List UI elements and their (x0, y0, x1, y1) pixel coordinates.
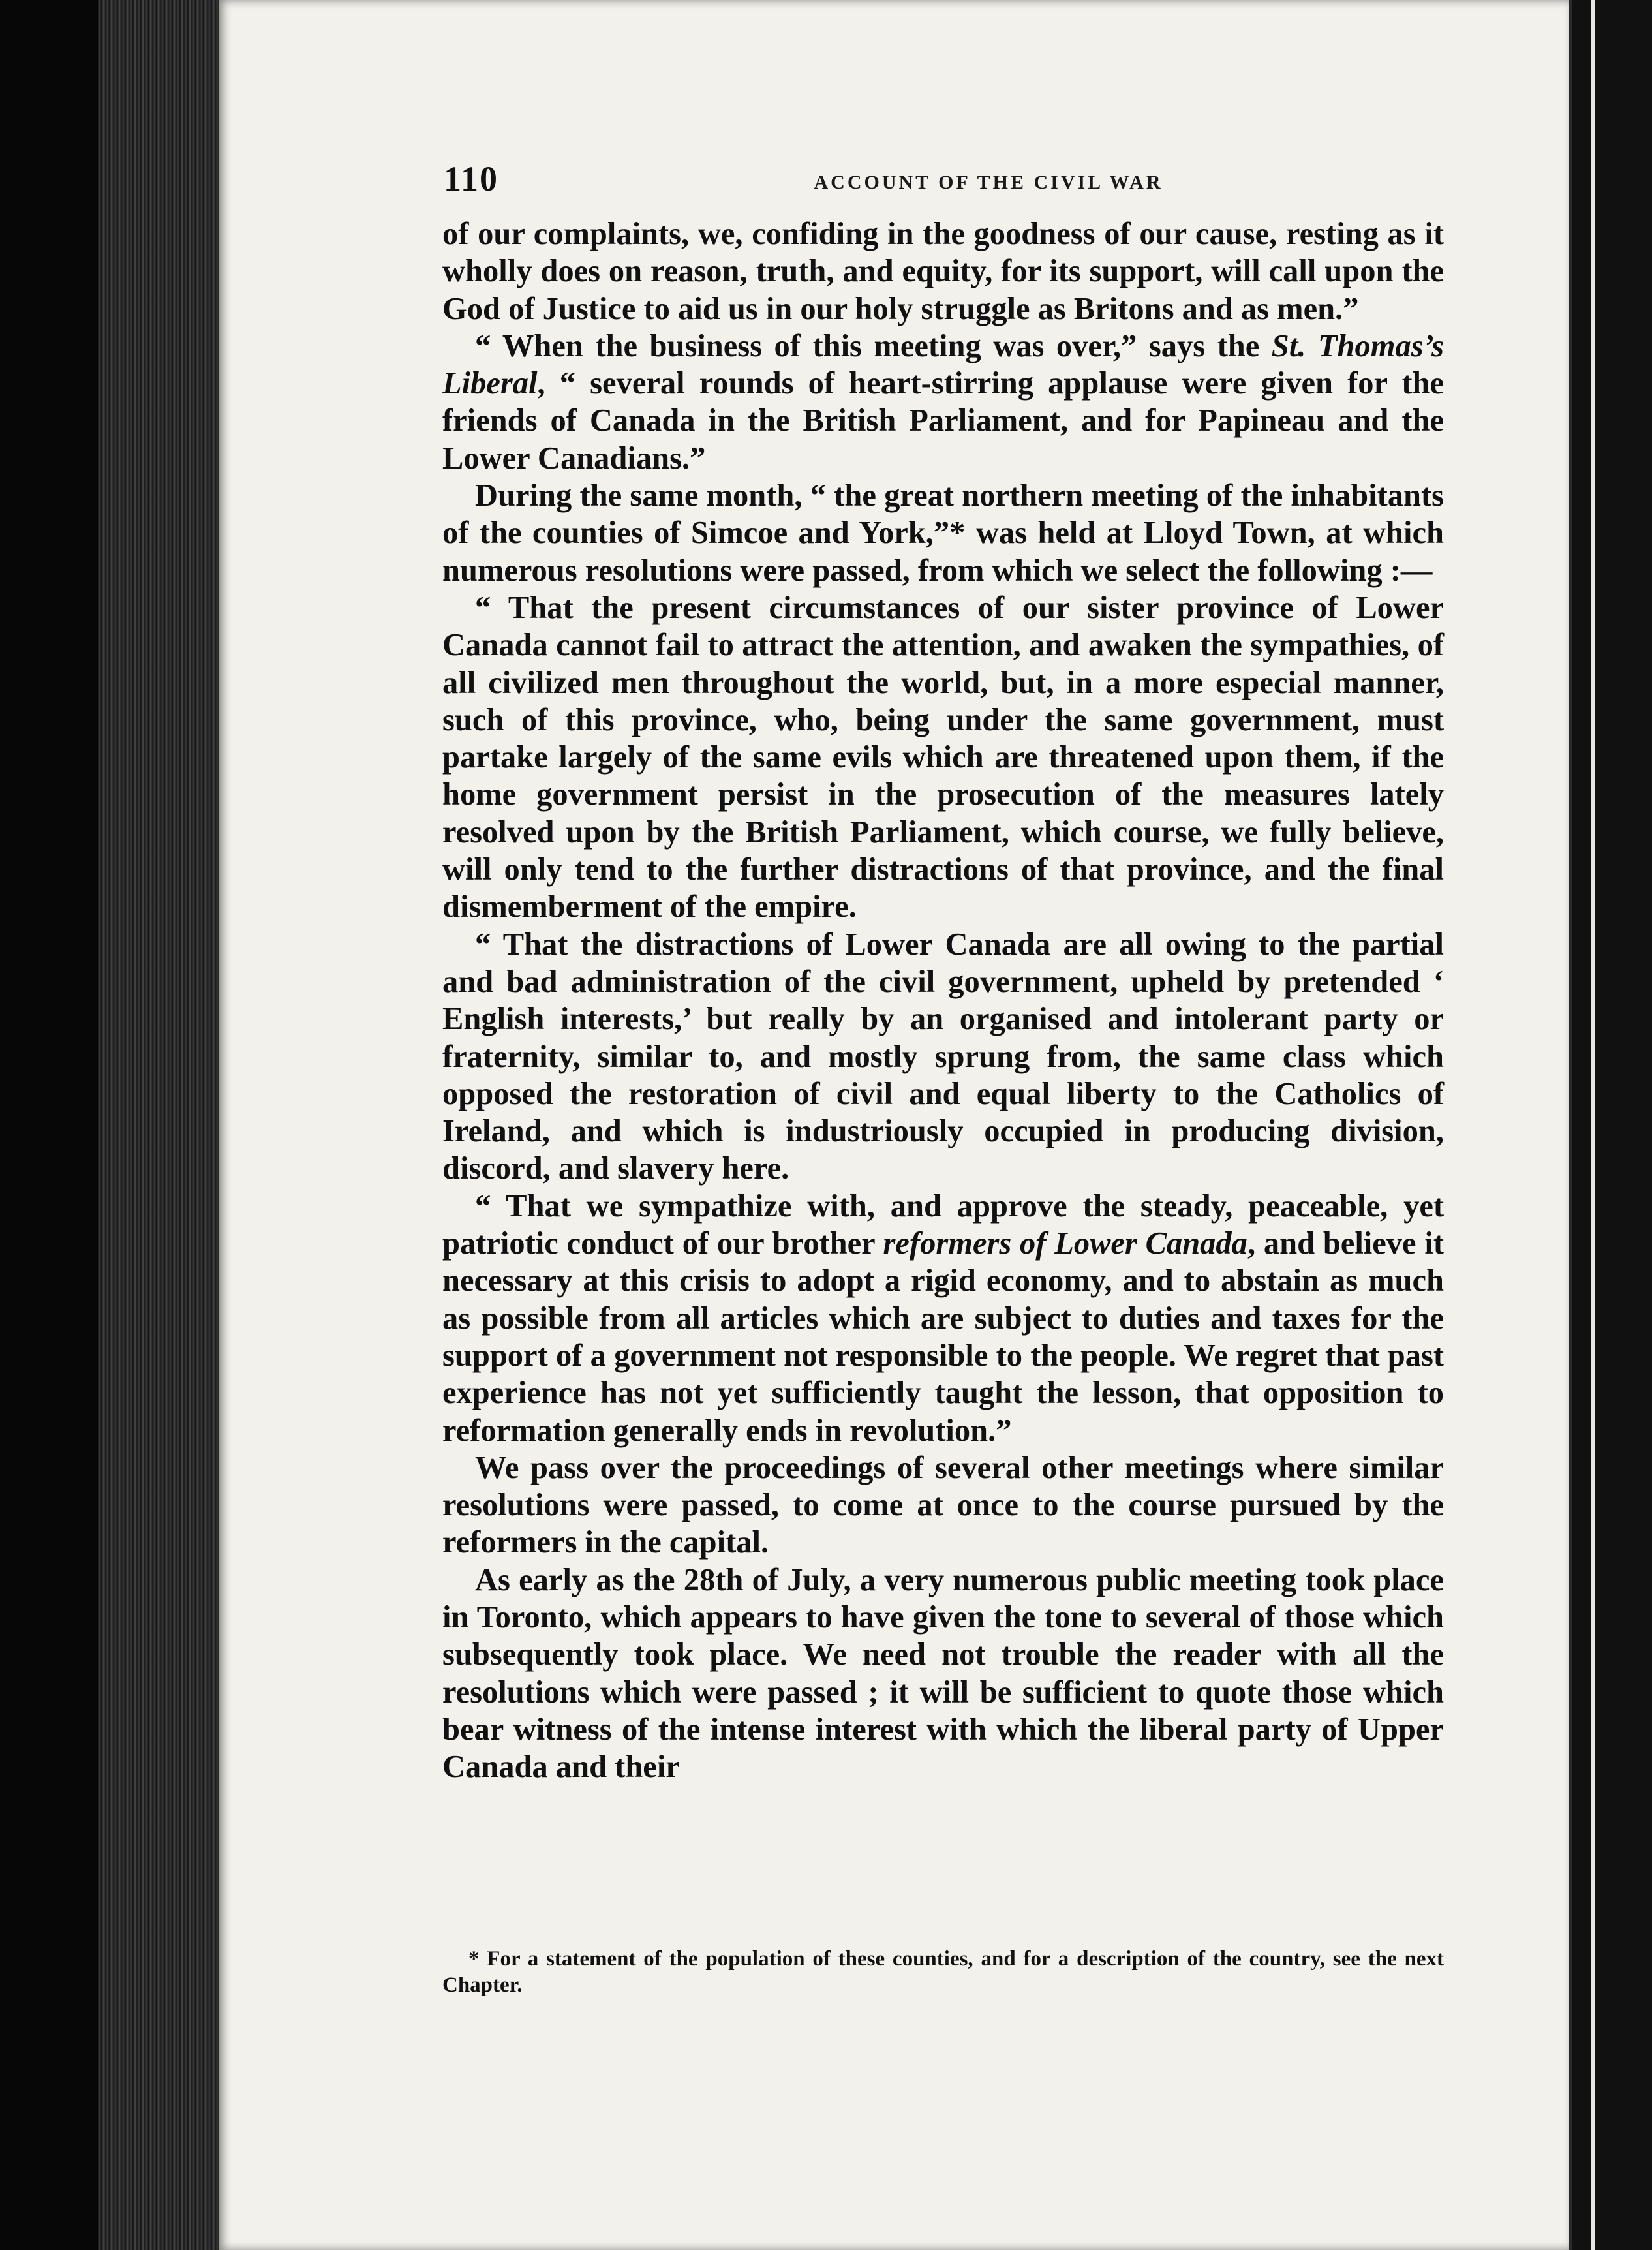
paragraph (442, 477, 1444, 589)
running-head-title: ACCOUNT OF THE CIVIL WAR (814, 172, 1163, 193)
paragraph-text: We pass over the proceedings of several other meetings where similar resolutions were passed, to come at once to the course pursued by the reformers in the capital. (442, 1450, 1444, 1560)
paragraph-text: As early as the 28th of July, a very numerous public meeting took place in Toronto, which appears to have given the tone to several of those which subsequently took place. We need not trouble the reader with all the resolutions which were passed ; it will be sufficient to quote those which bear witness of the intense interest with which the liberal party of Upper Canada and their (442, 1562, 1444, 1785)
paragraph (442, 215, 1444, 328)
running-head (444, 159, 1448, 198)
paragraph (442, 926, 1444, 1188)
paragraph (442, 1562, 1444, 1786)
paragraph-text: “ That we sympathize with, and approve the steady, peaceable, yet patriotic conduct of our brother (442, 1188, 1444, 1261)
footnote-text: * For a statement of the population of these counties, and for a description of the country, see the next Chapter. (442, 1947, 1444, 1997)
paragraph (442, 1449, 1444, 1562)
paragraph-text: During the same month, “ the great northern meeting of the inhabitants of the counties of Simcoe and York,”* was held at Lloyd Town, at which numerous resolutions were passed, from which we select the following :— (442, 478, 1444, 588)
paragraph-text: , and believe it necessary at this crisis to adopt a rigid economy, and to abstain as much as possible from all articles which are subject to duties and taxes for the support of a government not responsible to the people. We regret that past experience has not yet sufficiently taught the lesson, that opposition to reformation generally ends in revolution.” (442, 1226, 1444, 1448)
paragraph-text: of our complaints, we, confiding in the goodness of our cause, resting as it wholly does on reason, truth, and equity, for its support, will call upon the God of Justice to aid us in our holy struggle as Britons and as men.” (442, 217, 1444, 326)
paragraph-text: “ That the present circumstances of our sister province of Lower Canada cannot fail to attract the attention, and awaken the sympathies, of all civilized men throughout the world, but, in a more especial manner, such of this province, who, being under the same government, must partake largely of the same evils which are threatened upon them, if the home government persist in the prosecution of the measures lately resolved upon by the British Parliament, which course, we fully believe, will only tend to the further distractions of that province, and the final dismemberment of the empire. (442, 590, 1444, 925)
page-number: 110 (444, 159, 499, 198)
paragraph-text: , “ several rounds of heart-stirring applause were given for the friends of Canada in the British Parliament, and for Papineau and the Lower Canadians.” (442, 366, 1444, 476)
footnote (442, 1946, 1444, 1998)
facing-page-edge (1569, 0, 1652, 2250)
paragraph (442, 589, 1444, 926)
body-text (442, 215, 1444, 1785)
italic-text: reformers of Lower Canada (883, 1226, 1247, 1261)
paragraph-text: “ That the distractions of Lower Canada are all owing to the partial and bad administration of the civil government, upheld by pretended ‘ English interests,’ but really by an organised and intolerant party or fraternity, similar to, and mostly sprung from, the same class which opposed the restoration of civil and equal liberty to the Catholics of Ireland, and which is industriously occupied in producing division, discord, and slavery here. (442, 927, 1444, 1186)
paragraph (442, 328, 1444, 477)
book-page-edges (98, 0, 222, 2250)
paragraph-text: “ When the business of this meeting was over,” says the (475, 328, 1272, 363)
paragraph (442, 1188, 1444, 1449)
italic-text: St. Thomas’s Liberal (442, 328, 1444, 401)
